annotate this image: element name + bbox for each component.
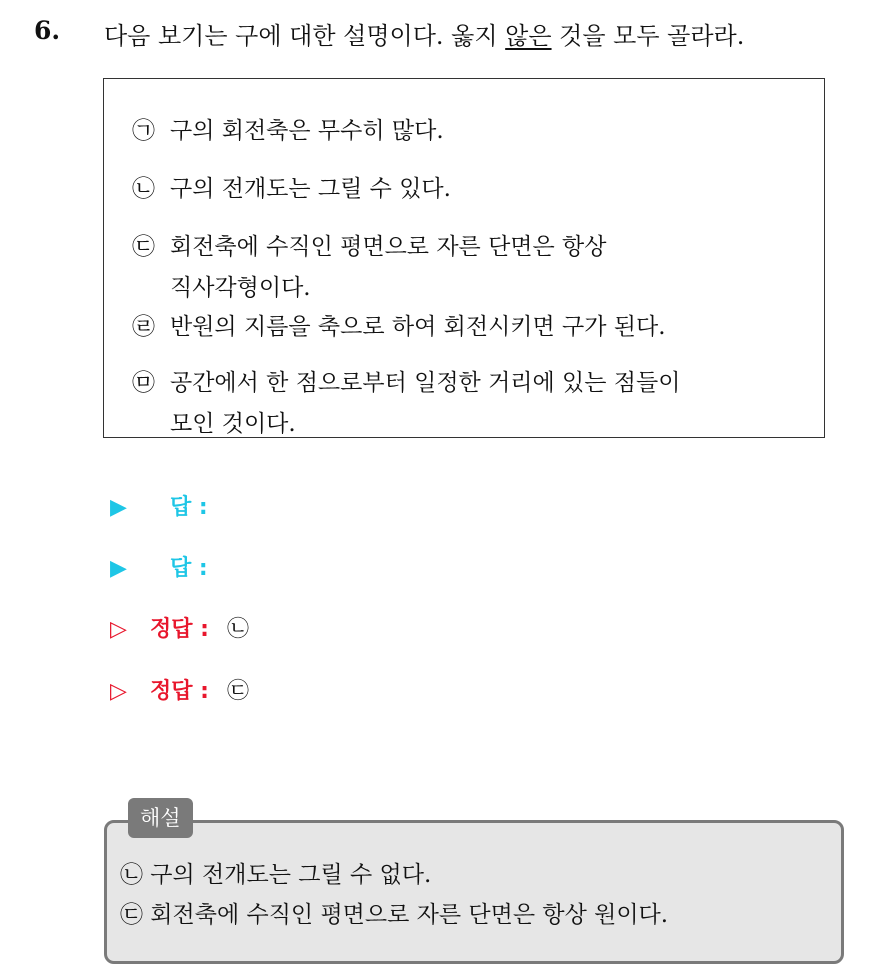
explanation-title: 해설 xyxy=(128,798,193,838)
explanation-line-1: ㉡ 구의 전개도는 그릴 수 없다. xyxy=(120,862,432,888)
option-5 xyxy=(132,362,680,444)
option-mark: ㉡ xyxy=(132,176,155,202)
answer-label: 답 : xyxy=(170,556,208,581)
option-text-continued: 모인 것이다. xyxy=(170,411,296,437)
question-text-before: 다음 보기는 구에 대한 설명이다. 옳지 xyxy=(104,22,506,50)
option-2 xyxy=(132,168,451,210)
outline-arrow-icon: ▷ xyxy=(110,679,127,704)
answer-line-1 xyxy=(110,490,226,521)
play-arrow-icon: ▶ xyxy=(110,556,127,581)
solution-label: 정답 : xyxy=(150,617,209,642)
solution-value: ㉢ xyxy=(226,679,249,704)
play-arrow-icon: ▶ xyxy=(110,495,127,520)
option-4 xyxy=(132,306,666,348)
option-mark: ㉣ xyxy=(132,314,155,340)
question-text-after: 것을 모두 골라라. xyxy=(551,22,745,50)
question-number: 6. xyxy=(34,16,61,45)
solution-label: 정답 : xyxy=(150,679,209,704)
option-text: 회전축에 수직인 평면으로 자른 단면은 항상 xyxy=(170,234,607,260)
option-1 xyxy=(132,110,444,152)
option-text: 구의 전개도는 그릴 수 있다. xyxy=(170,176,451,202)
option-mark: ㉤ xyxy=(132,370,155,396)
solution-line-2 xyxy=(110,674,249,705)
outline-arrow-icon: ▷ xyxy=(110,617,127,642)
question-text xyxy=(104,16,744,51)
option-text: 반원의 지름을 축으로 하여 회전시키면 구가 된다. xyxy=(170,314,666,340)
solution-value: ㉡ xyxy=(226,617,249,642)
answer-line-2 xyxy=(110,551,226,582)
option-mark: ㉢ xyxy=(132,234,155,260)
answer-label: 답 : xyxy=(170,495,208,520)
option-text: 구의 회전축은 무수히 많다. xyxy=(170,118,444,144)
solution-line-1 xyxy=(110,612,249,643)
option-text-continued: 직사각형이다. xyxy=(170,275,311,301)
option-3 xyxy=(132,226,606,308)
explanation-line-2: ㉢ 회전축에 수직인 평면으로 자른 단면은 항상 원이다. xyxy=(120,902,669,928)
question-text-underlined: 않은 xyxy=(505,22,552,50)
option-mark: ㉠ xyxy=(132,118,155,144)
option-text: 공간에서 한 점으로부터 일정한 거리에 있는 점들이 xyxy=(170,370,681,396)
explanation-box xyxy=(104,820,844,964)
